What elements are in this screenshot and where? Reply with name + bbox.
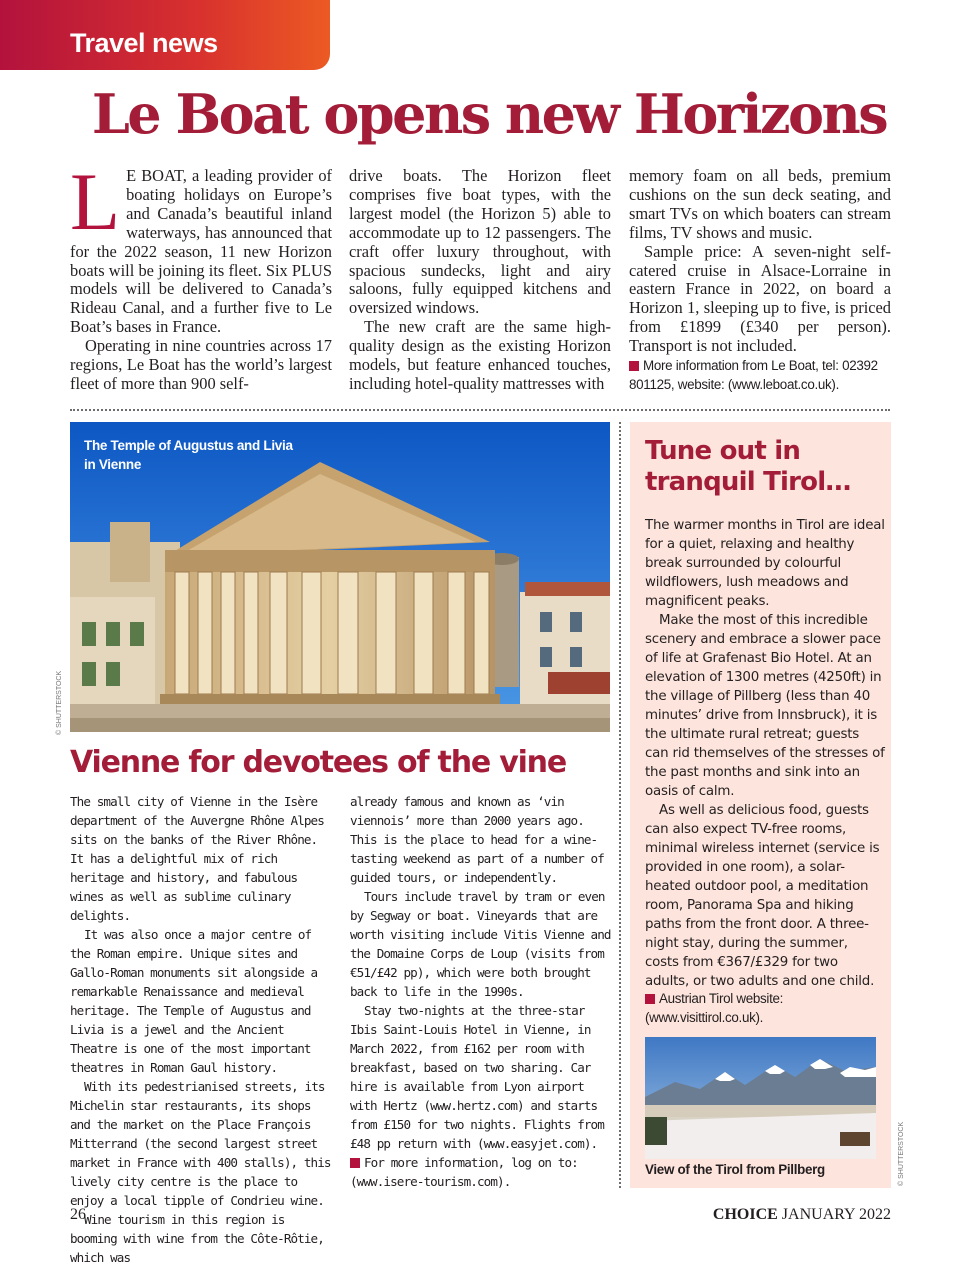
leboat-paragraph: drive boats. The Horizon fleet comprises five boat types, with the largest model (the Horizon 5) able to accommodate up to 12 passengers. The craft offer luxury throughout, with spacious sundecks, light and airy saloons, fully equipped kitchens and oversized windows. [349,166,611,318]
drop-cap: L [70,156,121,247]
vienne-paragraph: The small city of Vienne in the Isère department of the Auvergne Rhône Alpes sits on the banks of the River Rhône. It has a delightful mix of rich heritage and history, and fabulous wines as well as sublime culinary delights. [70,794,324,923]
vienne-paragraph: already famous and known as ‘vin viennois’ more than 2000 years ago. This is the place to head for a wine-tasting weekend as part of a number of guided tours, or independently. [350,794,604,885]
tirol-paragraph: Make the most of this incredible scenery and embrace a slower pace of life at Grafenast Bio Hotel. At an elevation of 1300 metres (4250ft) in the village of Pillberg (less than 40 minutes’ drive from Innsbruck), it is the ultimate rural retreat; guests can rid themselves of the stresses of the past months and sink into an oasis of calm. [645,613,885,799]
tirol-photo-caption: View of the Tirol from Pillberg [645,1162,825,1177]
leboat-column-3 [629,167,891,394]
vienne-paragraph: Tours include travel by tram or even by Segway or boat. Vineyards that are worth visiting include Vitis Vienne and the Domaine Corps de Loup (visits from €51/£42 pp), which were both brought back to life in the 1990s. [350,889,611,999]
section-tab [0,0,330,70]
leboat-paragraph: The new craft are the same high-quality design as the existing Horizon models, but feature enhanced touches, including hotel-quality mattresses with [349,317,611,393]
tirol-title: Tune out in tranquil Tirol… [645,436,851,497]
vienne-paragraph: It was also once a major centre of the Roman empire. Unique sites and Gallo-Roman monuments sit alongside a remarkable Renaissance and medieval heritage. The Temple of Augustus and Livia is a jewel and the Ancient Theatre is one of the most important theatres in Roman Gaul history. [70,927,318,1075]
photo-credit: © SHUTTERSTOCK [56,670,63,735]
vienne-column-1 [70,792,332,1267]
vienne-title: Vienne for devotees of the vine [70,745,566,780]
issue-date: JANUARY 2022 [781,1206,891,1223]
section-tab-label: Travel news [70,28,218,58]
leboat-paragraph: Operating in nine countries across 17 regions, Le Boat has the world’s largest fleet of more than 900 self- [70,336,332,393]
tirol-info: Austrian Tirol website: (www.visittirol.co.uk). [645,991,784,1025]
section-divider [70,409,890,411]
leboat-paragraph: Sample price: A seven-night self-catered cruise in Alsace-Lorraine in eastern France in 2022, on board a Horizon 1, sleeping up to five, is priced from £1899 (£340 per person). Transport is not included. [629,241,891,356]
bullet-square-icon [629,361,639,371]
temple-photo-caption: The Temple of Augustus and Livia in Vienne [84,438,293,472]
vienne-column-2 [350,792,612,1191]
photo-credit: © SHUTTERSTOCK [898,1121,905,1186]
vienne-paragraph: Stay two-nights at the three-star Ibis Saint-Louis Hotel in Vienne, in March 2022, from £162 per room with breakfast, based on two sharing. Car hire is available from Lyon airport with Hertz (www.hertz.com) and starts from £150 for two nights. Flights from £48 pp return with (www.easyjet.com). [350,1003,604,1151]
page-number: 26 [70,1206,86,1223]
page-headline: Le Boat opens new Horizons [91,82,887,146]
tirol-photo [645,1037,876,1159]
leboat-paragraph: L E BOAT, a leading provider of boating holidays on Europe’s and Canada’s beautiful inland waterways, has announced that for the 2022 season, 11 new Horizon boats will be joining its fleet. Six PLUS models will be delivered to Canada’s Rideau Canal, and a further five to Le Boat’s bases in France. [70,156,332,337]
leboat-paragraph: memory foam on all beds, premium cushions on the sun deck seating, and smart TVs on which boaters can stream films, TV shows and music. [629,166,891,242]
vienne-info: For more information, log on to: (www.isere-tourism.com). [350,1155,578,1189]
footer [713,1206,891,1224]
tirol-paragraph: As well as delicious food, guests can also expect TV-free rooms, minimal wireless internet (service is provided in one room), a solar-heated outdoor pool, a meditation room, Panorama Spa and hiking paths from the front door. A three-night stay, during the summer, costs from €367/£329 for two adults, or two adults and one child. [645,803,880,989]
tirol-paragraph: The warmer months in Tirol are ideal for a quiet, relaxing and healthy break surrounded by colourful wildflowers, lush meadows and magnificent peaks. [645,518,885,609]
magazine-name: CHOICE [712,1206,778,1223]
tirol-body [645,516,885,991]
leboat-column-2 [349,167,611,394]
leboat-info: More information from Le Boat, tel: 02392 801125, website: (www.leboat.co.uk). [629,358,878,393]
bullet-square-icon [645,994,655,1004]
bullet-square-icon [350,1158,360,1168]
column-divider [619,422,621,1188]
leboat-column-1 [70,156,332,394]
vienne-paragraph: Wine tourism in this region is booming with wine from the Côte-Rôtie, which was [70,1212,324,1265]
vienne-paragraph: With its pedestrianised streets, its Michelin star restaurants, its shops and the market on the Place François Mitterrand (the second largest street market in France with 400 stalls), this lively city centre is the place to enjoy a local tipple of Condrieu wine. [70,1079,331,1208]
